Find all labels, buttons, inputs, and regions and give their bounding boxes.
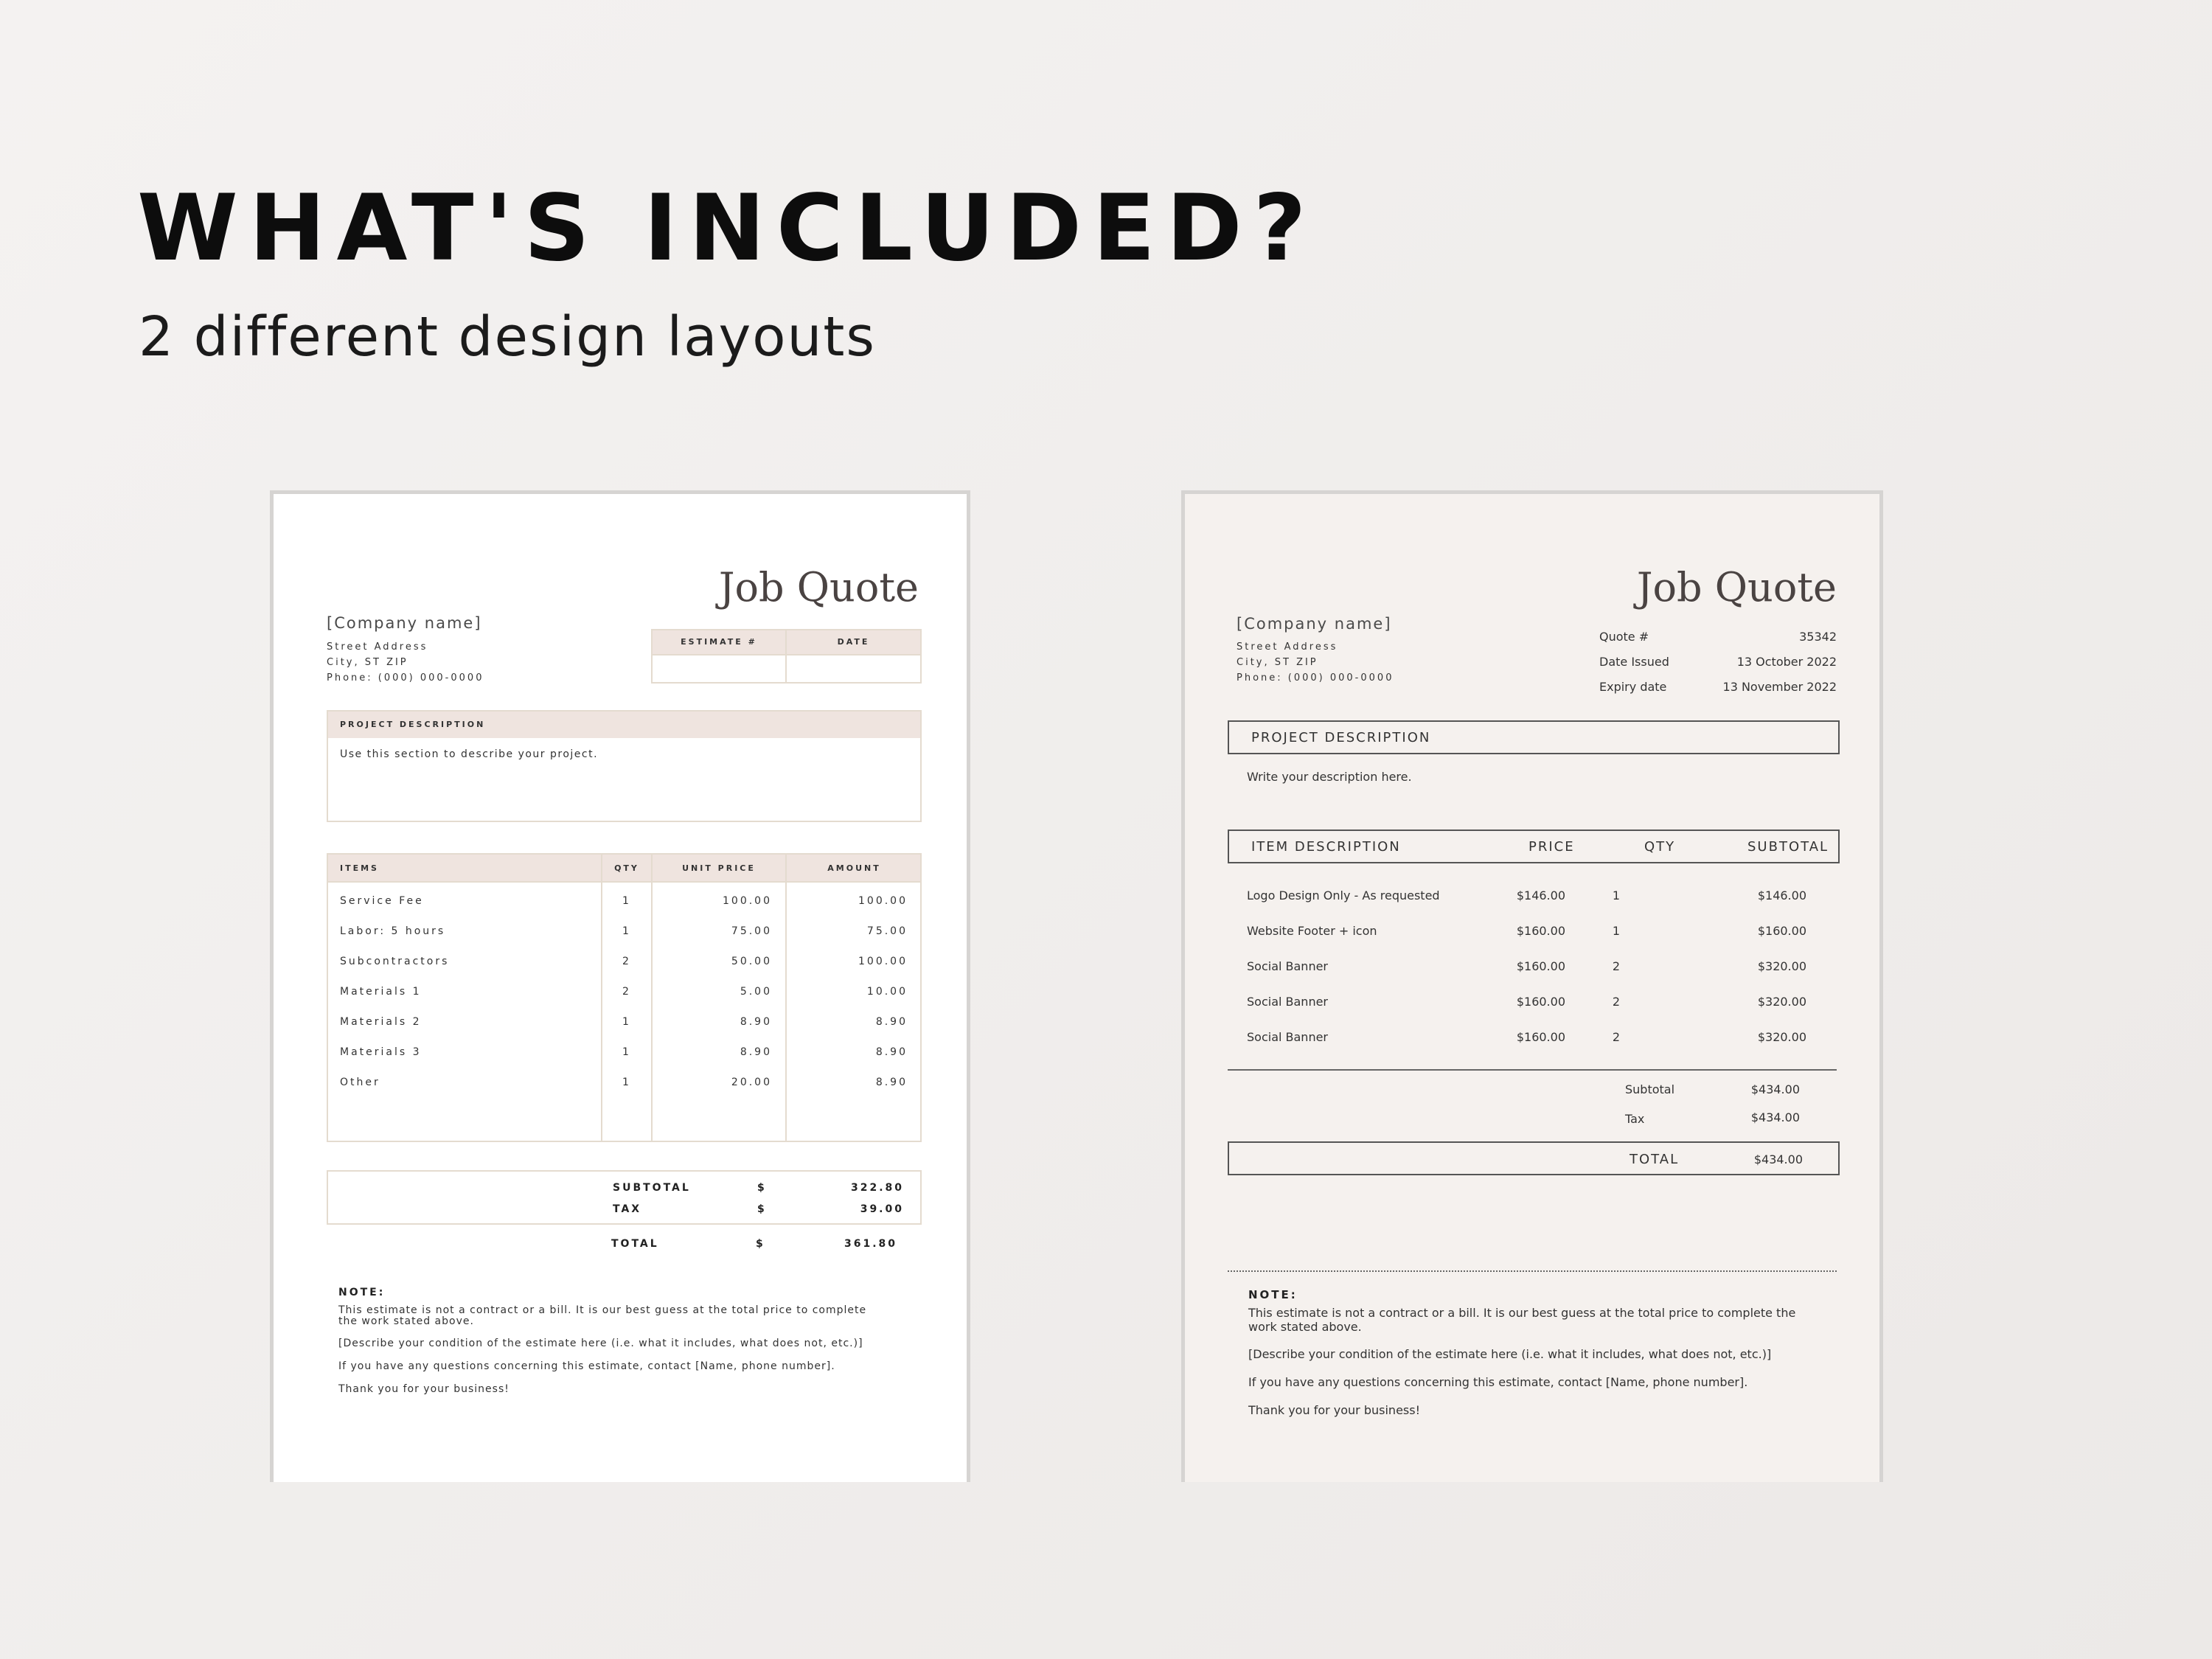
address-line: Phone: (000) 000-0000 bbox=[327, 672, 484, 684]
tax-value: 39.00 bbox=[860, 1203, 904, 1215]
project-description-heading: PROJECT DESCRIPTION bbox=[340, 720, 486, 729]
item-name: Subcontractors bbox=[340, 956, 450, 967]
item-name: Social Banner bbox=[1247, 1030, 1329, 1044]
subtotal-value: 322.80 bbox=[850, 1182, 904, 1194]
items-table-header bbox=[1228, 830, 1840, 863]
item-qty: 2 bbox=[1612, 995, 1621, 1009]
project-description-text: Write your description here. bbox=[1247, 770, 1412, 784]
subtotal-label: Subtotal bbox=[1625, 1082, 1675, 1096]
item-qty: 2 bbox=[622, 986, 631, 998]
item-amount: 75.00 bbox=[866, 925, 908, 937]
tax-label: TAX bbox=[613, 1203, 642, 1215]
item-name: Other bbox=[340, 1077, 380, 1088]
item-name: Materials 1 bbox=[340, 986, 422, 998]
item-subtotal: $146.00 bbox=[1757, 888, 1806, 902]
item-price: $160.00 bbox=[1516, 959, 1565, 973]
item-qty: 1 bbox=[1612, 924, 1621, 938]
quote-layout-1 bbox=[270, 490, 970, 1482]
item-subtotal: $320.00 bbox=[1757, 995, 1806, 1009]
item-qty: 1 bbox=[1612, 888, 1621, 902]
item-name: Service Fee bbox=[340, 895, 424, 907]
totals-box bbox=[327, 1170, 922, 1225]
item-qty: 1 bbox=[622, 925, 631, 937]
subtotal-value: $434.00 bbox=[1750, 1082, 1800, 1096]
tax-currency: $ bbox=[757, 1203, 767, 1215]
quote-layout-2 bbox=[1181, 490, 1883, 1482]
project-description-heading: PROJECT DESCRIPTION bbox=[1251, 730, 1431, 745]
date-label: DATE bbox=[837, 637, 870, 647]
item-name: Website Footer + icon bbox=[1247, 924, 1377, 938]
note-label: NOTE: bbox=[1248, 1288, 1298, 1301]
date-issued-value: 13 October 2022 bbox=[1736, 655, 1837, 669]
item-qty: 2 bbox=[1612, 1030, 1621, 1044]
item-subtotal: $320.00 bbox=[1757, 959, 1806, 973]
item-price: $160.00 bbox=[1516, 1030, 1565, 1044]
item-unit-price: 8.90 bbox=[740, 1046, 772, 1058]
address-line: City, ST ZIP bbox=[1237, 657, 1318, 668]
expiry-date-label: Expiry date bbox=[1599, 680, 1667, 694]
item-amount: 8.90 bbox=[875, 1016, 908, 1028]
company-name: [Company name] bbox=[327, 614, 482, 632]
item-price: $146.00 bbox=[1516, 888, 1565, 902]
item-amount: 10.00 bbox=[866, 986, 908, 998]
notes-section bbox=[338, 1287, 884, 1395]
item-subtotal: $160.00 bbox=[1757, 924, 1806, 938]
note-line: If you have any questions concerning this estimate, contact [Name, phone number]. bbox=[1248, 1375, 1748, 1389]
item-qty: 1 bbox=[622, 1046, 631, 1058]
quote-title: Job Quote bbox=[718, 564, 919, 611]
address-line: Street Address bbox=[327, 641, 428, 653]
item-qty: 1 bbox=[622, 895, 631, 907]
note-line: This estimate is not a contract or a bill. It is our best guess at the total price to complete the work stated above. bbox=[338, 1304, 867, 1327]
note-line: [Describe your condition of the estimate here (i.e. what it includes, what does not, etc.)] bbox=[1248, 1347, 1772, 1361]
note-line: [Describe your condition of the estimate here (i.e. what it includes, what does not, etc.)] bbox=[338, 1338, 863, 1349]
project-description-text: Use this section to describe your project. bbox=[340, 748, 599, 760]
company-name: [Company name] bbox=[1237, 615, 1392, 633]
subtotal-label: SUBTOTAL bbox=[613, 1182, 691, 1194]
item-price: $160.00 bbox=[1516, 995, 1565, 1009]
quote-number-label: Quote # bbox=[1599, 630, 1649, 644]
item-unit-price: 5.00 bbox=[740, 986, 772, 998]
tax-label: Tax bbox=[1625, 1112, 1645, 1126]
item-qty: 2 bbox=[622, 956, 631, 967]
column-header-qty: QTY bbox=[1644, 839, 1676, 855]
item-name: Labor: 5 hours bbox=[340, 925, 446, 937]
divider bbox=[1228, 1069, 1837, 1071]
column-header-item-description: ITEM DESCRIPTION bbox=[1251, 839, 1401, 855]
items-table bbox=[327, 853, 922, 1142]
item-name: Logo Design Only - As requested bbox=[1247, 888, 1440, 902]
project-description-header bbox=[1228, 720, 1840, 754]
item-amount: 100.00 bbox=[858, 895, 908, 907]
page-subtitle: 2 different design layouts bbox=[139, 305, 876, 369]
item-name: Social Banner bbox=[1247, 959, 1329, 973]
estimate-date-box bbox=[651, 629, 922, 684]
address-line: Phone: (000) 000-0000 bbox=[1237, 672, 1394, 684]
item-unit-price: 8.90 bbox=[740, 1016, 772, 1028]
item-unit-price: 75.00 bbox=[731, 925, 772, 937]
item-unit-price: 100.00 bbox=[723, 895, 772, 907]
expiry-date-value: 13 November 2022 bbox=[1722, 680, 1837, 694]
quote-number-value: 35342 bbox=[1799, 630, 1837, 644]
item-qty: 1 bbox=[622, 1016, 631, 1028]
total-currency: $ bbox=[756, 1238, 765, 1250]
page-title: WHAT'S INCLUDED? bbox=[137, 175, 1318, 282]
tax-value: $434.00 bbox=[1750, 1110, 1800, 1124]
quote-title: Job Quote bbox=[1636, 564, 1837, 611]
note-line: Thank you for your business! bbox=[1248, 1403, 1420, 1417]
address-line: Street Address bbox=[1237, 641, 1338, 653]
notes-section bbox=[1248, 1288, 1809, 1417]
date-issued-label: Date Issued bbox=[1599, 655, 1669, 669]
column-header-qty: QTY bbox=[614, 863, 639, 873]
item-subtotal: $320.00 bbox=[1757, 1030, 1806, 1044]
column-header-subtotal: SUBTOTAL bbox=[1747, 839, 1829, 855]
total-label: TOTAL bbox=[1630, 1152, 1680, 1167]
item-amount: 100.00 bbox=[858, 956, 908, 967]
column-header-amount: AMOUNT bbox=[827, 863, 881, 873]
total-box bbox=[1228, 1141, 1840, 1175]
item-qty: 2 bbox=[1612, 959, 1621, 973]
item-amount: 8.90 bbox=[875, 1046, 908, 1058]
dotted-divider bbox=[1228, 1270, 1837, 1272]
note-line: If you have any questions concerning this estimate, contact [Name, phone number]. bbox=[338, 1360, 835, 1372]
note-label: NOTE: bbox=[338, 1287, 386, 1298]
address-line: City, ST ZIP bbox=[327, 657, 408, 668]
subtotal-currency: $ bbox=[757, 1182, 767, 1194]
total-label: TOTAL bbox=[611, 1238, 659, 1250]
total-value: $434.00 bbox=[1753, 1152, 1803, 1166]
column-header-price: PRICE bbox=[1528, 839, 1575, 855]
column-header-items: ITEMS bbox=[340, 863, 379, 873]
note-line: This estimate is not a contract or a bill. It is our best guess at the total price to complete the work stated above. bbox=[1248, 1306, 1796, 1334]
item-unit-price: 50.00 bbox=[731, 956, 772, 967]
item-name: Materials 3 bbox=[340, 1046, 422, 1058]
item-qty: 1 bbox=[622, 1077, 631, 1088]
column-header-unit-price: UNIT PRICE bbox=[682, 863, 756, 873]
estimate-number-label: ESTIMATE # bbox=[681, 637, 757, 647]
item-amount: 8.90 bbox=[875, 1077, 908, 1088]
item-unit-price: 20.00 bbox=[731, 1077, 772, 1088]
total-value: 361.80 bbox=[844, 1238, 897, 1250]
note-line: Thank you for your business! bbox=[338, 1383, 509, 1395]
item-price: $160.00 bbox=[1516, 924, 1565, 938]
item-name: Social Banner bbox=[1247, 995, 1329, 1009]
item-name: Materials 2 bbox=[340, 1016, 422, 1028]
project-description-box bbox=[327, 710, 922, 822]
